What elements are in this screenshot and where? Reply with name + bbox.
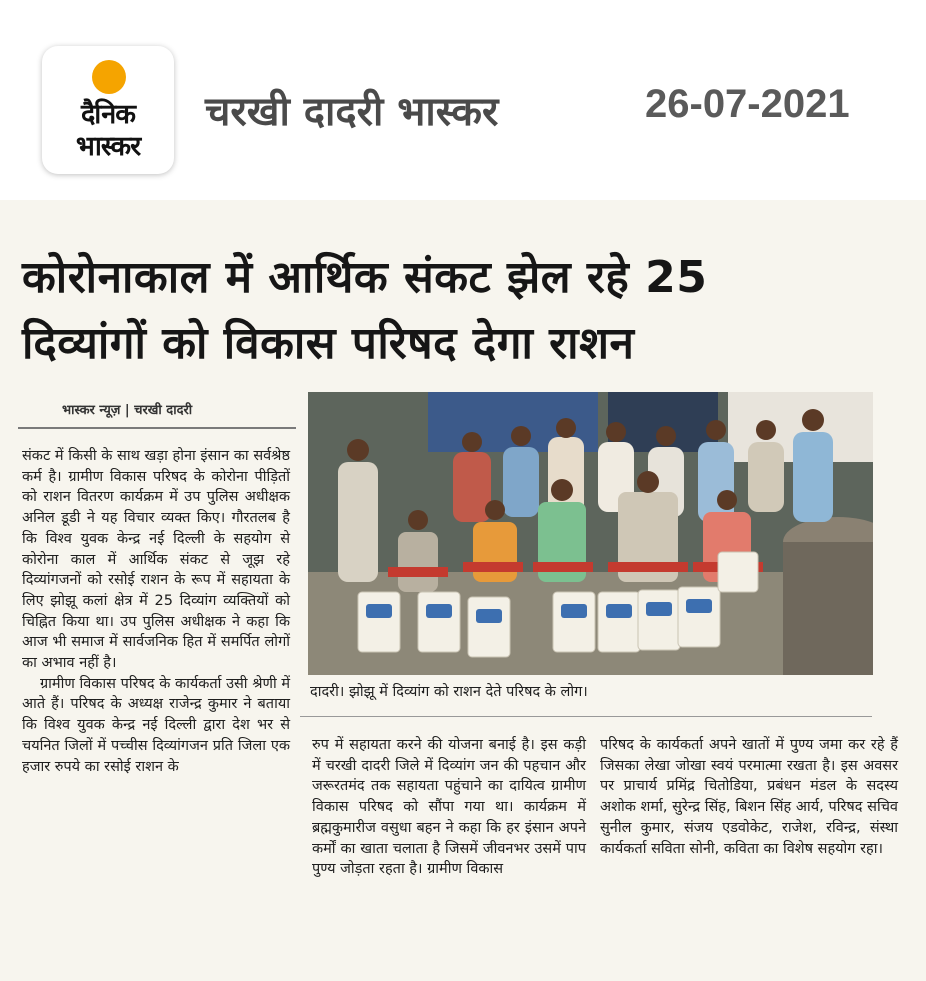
article-column-1 [22, 446, 290, 777]
headline-line-2: दिव्यांगों को विकास परिषद देगा राशन [22, 318, 635, 369]
logo-line-1: दैनिक [80, 99, 136, 130]
headline-line-1: कोरोनाकाल में आर्थिक संकट झेल रहे 25 [22, 252, 708, 303]
ration-distribution-photo [308, 392, 873, 675]
page-header [0, 0, 926, 185]
sun-icon [92, 60, 126, 94]
article-photo [308, 392, 873, 675]
byline-divider [18, 427, 296, 429]
article-column-2: रुप में सहायता करने की योजना बनाई है। इस कड़ी में चरखी दादरी जिले में दिव्यांग जन की पहचान और जरूरतमंद तक सहायता पहुंचाने का दायित्व ग्रामीण विकास परिषद को सौंपा गया था। कार्यक्रम में ब्रह्मकुमारीज वसुधा बहन ने कहा कि हर इंसान अपने कर्मों का खाता चलाता है जिसमें जीवनभर उसमें पाप पुण्य जोड़ता रहता है। ग्रामीण विकास [312, 737, 586, 878]
logo-line-2: भास्कर [75, 131, 141, 162]
dainik-bhaskar-logo [42, 46, 174, 174]
paragraph-2: ग्रामीण विकास परिषद के कार्यकर्ता उसी श्रेणी में आते हैं। परिषद के अध्यक्ष राजेन्द्र कुमार ने बताया कि विश्व युवक केन्द्र नई दिल्ली द्वारा देश भर से चयनित जिलों में पच्चीस दिव्यांगजन प्रति जिला एक हजार रुपये का रसोई राशन के [22, 675, 290, 775]
article-headline [22, 245, 902, 377]
byline: भास्कर न्यूज़ | चरखी दादरी [62, 403, 193, 418]
paragraph-1: संकट में किसी के साथ खड़ा होना इंसान का सर्वश्रेष्ठ कर्म है। ग्रामीण विकास परिषद के कोरोना पीड़ितों को राशन वितरण कार्यक्रम में उप पुलिस अधीक्षक अनिल डूडी ने यह विचार व्यक्त किए। गौरतलब है कि विश्व युवक केन्द्र नई दिल्ली के सहयोग से कोरोना काल में आर्थिक संकट से जूझ रहे दिव्यांगजनों को रसोई राशन के रूप में सहायता के लिए झोझू कलां क्षेत्र में 25 दिव्यांग व्यक्तियों को चिह्नित किया था। उप पुलिस अधीक्षक ने कहा कि आज भी समाज में सार्वजनिक हित में समर्पित लोगों का अभाव नहीं है। [22, 448, 290, 672]
edition-title: चरखी दादरी भास्कर [205, 89, 499, 135]
caption-divider [300, 716, 872, 717]
edition-date: 26-07-2021 [645, 82, 850, 126]
photo-caption: दादरी। झोझू में दिव्यांग को राशन देते परिषद के लोग। [310, 684, 588, 700]
article-column-3: परिषद के कार्यकर्ता अपने खातों में पुण्य जमा कर रहे हैं जिसका लेखा जोखा स्वयं परमात्मा रखता है। इस अवसर पर प्राचार्य प्रमिंद्र चितोडिया, प्रबंधन मंडल के सदस्य अशोक शर्मा, सुरेन्द्र सिंह, बिशन सिंह आर्य, परिषद सचिव सुनील कुमार, संजय एडवोकेट, राजेश, रविन्द्र, संस्था कार्यकर्ता सविता सोनी, कविता का विशेष सहयोग रहा। [600, 737, 898, 857]
